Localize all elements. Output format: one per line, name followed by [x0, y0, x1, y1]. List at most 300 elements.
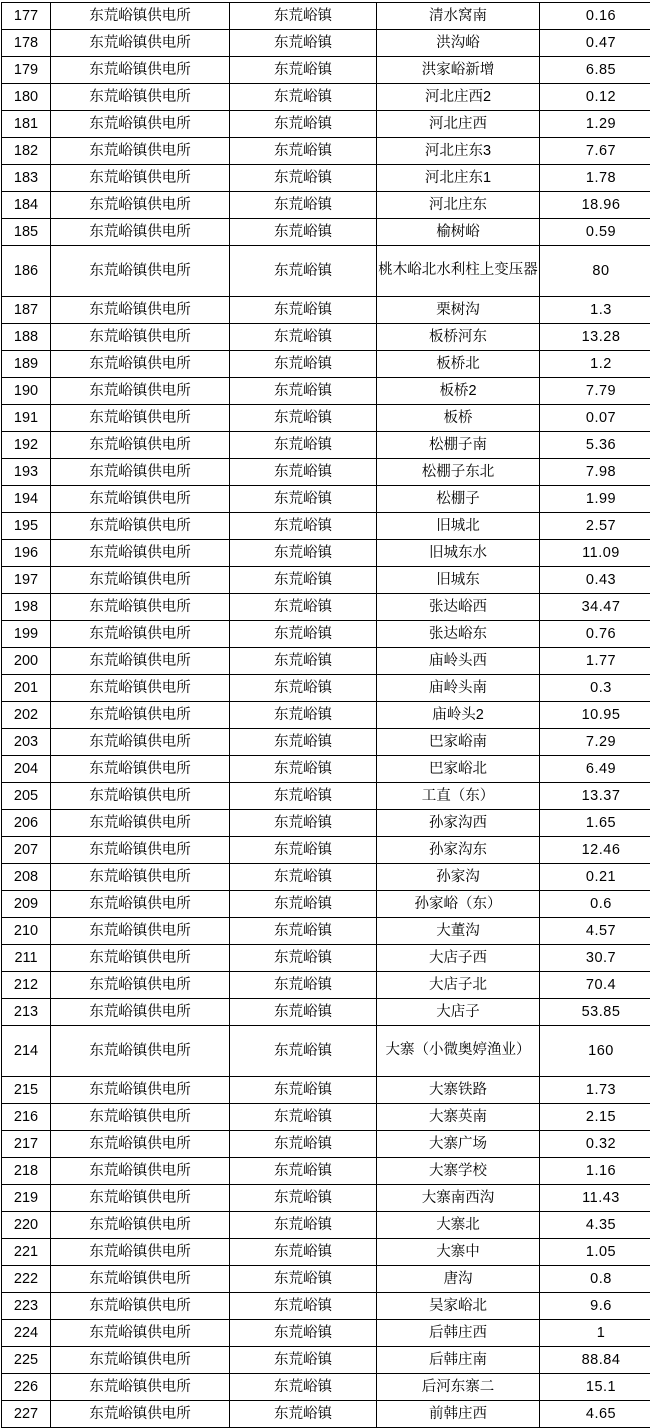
cell-station-name[interactable]: 大寨北: [377, 1212, 540, 1239]
cell-index[interactable]: 187: [2, 297, 51, 324]
cell-station-name[interactable]: 松棚子: [377, 486, 540, 513]
table-row[interactable]: [2, 1158, 650, 1185]
cell-organization[interactable]: 东荒峪镇供电所: [51, 1212, 230, 1239]
cell-station-name[interactable]: 工直（东）: [377, 783, 540, 810]
cell-value[interactable]: 1.77: [540, 648, 650, 675]
cell-station-name[interactable]: 张达峪东: [377, 621, 540, 648]
cell-town[interactable]: 东荒峪镇: [230, 1077, 377, 1104]
cell-station-name[interactable]: 板桥: [377, 405, 540, 432]
cell-index[interactable]: 194: [2, 486, 51, 513]
cell-organization[interactable]: 东荒峪镇供电所: [51, 810, 230, 837]
cell-index[interactable]: 226: [2, 1374, 51, 1401]
cell-index[interactable]: 186: [2, 246, 51, 297]
cell-value[interactable]: 1.05: [540, 1239, 650, 1266]
cell-index[interactable]: 212: [2, 972, 51, 999]
table-row[interactable]: [2, 1347, 650, 1374]
table-row[interactable]: [2, 1104, 650, 1131]
cell-index[interactable]: 191: [2, 405, 51, 432]
cell-index[interactable]: 179: [2, 57, 51, 84]
table-row[interactable]: [2, 891, 650, 918]
cell-organization[interactable]: 东荒峪镇供电所: [51, 111, 230, 138]
cell-index[interactable]: 197: [2, 567, 51, 594]
cell-index[interactable]: 201: [2, 675, 51, 702]
cell-index[interactable]: 181: [2, 111, 51, 138]
cell-station-name[interactable]: 大寨广场: [377, 1131, 540, 1158]
cell-index[interactable]: 190: [2, 378, 51, 405]
cell-index[interactable]: 217: [2, 1131, 51, 1158]
cell-organization[interactable]: 东荒峪镇供电所: [51, 351, 230, 378]
cell-index[interactable]: 199: [2, 621, 51, 648]
table-row[interactable]: [2, 756, 650, 783]
cell-station-name[interactable]: 巴家峪北: [377, 756, 540, 783]
table-row[interactable]: [2, 138, 650, 165]
cell-town[interactable]: 东荒峪镇: [230, 351, 377, 378]
cell-town[interactable]: 东荒峪镇: [230, 729, 377, 756]
cell-station-name[interactable]: 旧城东水: [377, 540, 540, 567]
table-row[interactable]: [2, 621, 650, 648]
cell-organization[interactable]: 东荒峪镇供电所: [51, 729, 230, 756]
cell-index[interactable]: 221: [2, 1239, 51, 1266]
table-row[interactable]: [2, 297, 650, 324]
cell-town[interactable]: 东荒峪镇: [230, 837, 377, 864]
table-row[interactable]: [2, 513, 650, 540]
cell-organization[interactable]: 东荒峪镇供电所: [51, 84, 230, 111]
cell-organization[interactable]: 东荒峪镇供电所: [51, 1185, 230, 1212]
cell-town[interactable]: 东荒峪镇: [230, 1320, 377, 1347]
cell-station-name[interactable]: 板桥北: [377, 351, 540, 378]
cell-station-name[interactable]: 庙岭头西: [377, 648, 540, 675]
cell-organization[interactable]: 东荒峪镇供电所: [51, 513, 230, 540]
cell-town[interactable]: 东荒峪镇: [230, 1293, 377, 1320]
cell-town[interactable]: 东荒峪镇: [230, 111, 377, 138]
cell-town[interactable]: 东荒峪镇: [230, 1239, 377, 1266]
cell-town[interactable]: 东荒峪镇: [230, 405, 377, 432]
cell-index[interactable]: 200: [2, 648, 51, 675]
cell-value[interactable]: 5.36: [540, 432, 650, 459]
cell-organization[interactable]: 东荒峪镇供电所: [51, 783, 230, 810]
cell-town[interactable]: 东荒峪镇: [230, 1401, 377, 1428]
table-row[interactable]: [2, 1239, 650, 1266]
cell-town[interactable]: 东荒峪镇: [230, 192, 377, 219]
cell-town[interactable]: 东荒峪镇: [230, 1158, 377, 1185]
cell-index[interactable]: 211: [2, 945, 51, 972]
cell-index[interactable]: 219: [2, 1185, 51, 1212]
cell-station-name[interactable]: 河北庄西2: [377, 84, 540, 111]
cell-station-name[interactable]: 板桥河东: [377, 324, 540, 351]
cell-value[interactable]: 13.28: [540, 324, 650, 351]
cell-index[interactable]: 202: [2, 702, 51, 729]
cell-index[interactable]: 195: [2, 513, 51, 540]
cell-index[interactable]: 225: [2, 1347, 51, 1374]
cell-station-name[interactable]: 孙家沟西: [377, 810, 540, 837]
cell-index[interactable]: 198: [2, 594, 51, 621]
table-row[interactable]: [2, 675, 650, 702]
cell-index[interactable]: 192: [2, 432, 51, 459]
cell-value[interactable]: 18.96: [540, 192, 650, 219]
cell-value[interactable]: 4.35: [540, 1212, 650, 1239]
cell-value[interactable]: 1.3: [540, 297, 650, 324]
cell-station-name[interactable]: 旧城北: [377, 513, 540, 540]
cell-town[interactable]: 东荒峪镇: [230, 297, 377, 324]
cell-organization[interactable]: 东荒峪镇供电所: [51, 405, 230, 432]
cell-town[interactable]: 东荒峪镇: [230, 783, 377, 810]
cell-organization[interactable]: 东荒峪镇供电所: [51, 1077, 230, 1104]
table-row[interactable]: [2, 999, 650, 1026]
cell-organization[interactable]: 东荒峪镇供电所: [51, 837, 230, 864]
cell-town[interactable]: 东荒峪镇: [230, 30, 377, 57]
cell-value[interactable]: 1.65: [540, 810, 650, 837]
table-row[interactable]: [2, 1320, 650, 1347]
cell-value[interactable]: 6.49: [540, 756, 650, 783]
cell-town[interactable]: 东荒峪镇: [230, 84, 377, 111]
cell-value[interactable]: 0.32: [540, 1131, 650, 1158]
cell-station-name[interactable]: 洪家峪新增: [377, 57, 540, 84]
cell-town[interactable]: 东荒峪镇: [230, 1266, 377, 1293]
cell-value[interactable]: 11.43: [540, 1185, 650, 1212]
cell-organization[interactable]: 东荒峪镇供电所: [51, 540, 230, 567]
cell-index[interactable]: 180: [2, 84, 51, 111]
cell-organization[interactable]: 东荒峪镇供电所: [51, 1026, 230, 1077]
cell-town[interactable]: 东荒峪镇: [230, 540, 377, 567]
table-row[interactable]: [2, 84, 650, 111]
cell-value[interactable]: 0.07: [540, 405, 650, 432]
table-row[interactable]: [2, 864, 650, 891]
table-row[interactable]: [2, 459, 650, 486]
cell-index[interactable]: 178: [2, 30, 51, 57]
cell-value[interactable]: 0.16: [540, 3, 650, 30]
cell-value[interactable]: 10.95: [540, 702, 650, 729]
cell-value[interactable]: 7.79: [540, 378, 650, 405]
cell-index[interactable]: 203: [2, 729, 51, 756]
table-row[interactable]: [2, 972, 650, 999]
cell-index[interactable]: 205: [2, 783, 51, 810]
cell-index[interactable]: 177: [2, 3, 51, 30]
cell-town[interactable]: 东荒峪镇: [230, 999, 377, 1026]
cell-index[interactable]: 214: [2, 1026, 51, 1077]
cell-index[interactable]: 189: [2, 351, 51, 378]
cell-value[interactable]: 11.09: [540, 540, 650, 567]
cell-station-name[interactable]: 松棚子东北: [377, 459, 540, 486]
cell-index[interactable]: 208: [2, 864, 51, 891]
cell-organization[interactable]: 东荒峪镇供电所: [51, 57, 230, 84]
cell-town[interactable]: 东荒峪镇: [230, 756, 377, 783]
table-row[interactable]: [2, 918, 650, 945]
cell-value[interactable]: 4.65: [540, 1401, 650, 1428]
cell-station-name[interactable]: 河北庄东1: [377, 165, 540, 192]
cell-organization[interactable]: 东荒峪镇供电所: [51, 1293, 230, 1320]
cell-town[interactable]: 东荒峪镇: [230, 324, 377, 351]
cell-town[interactable]: 东荒峪镇: [230, 594, 377, 621]
cell-value[interactable]: 7.67: [540, 138, 650, 165]
cell-value[interactable]: 0.43: [540, 567, 650, 594]
cell-town[interactable]: 东荒峪镇: [230, 945, 377, 972]
cell-value[interactable]: 0.6: [540, 891, 650, 918]
cell-value[interactable]: 160: [540, 1026, 650, 1077]
cell-index[interactable]: 223: [2, 1293, 51, 1320]
cell-index[interactable]: 213: [2, 999, 51, 1026]
cell-value[interactable]: 7.98: [540, 459, 650, 486]
cell-town[interactable]: 东荒峪镇: [230, 810, 377, 837]
cell-organization[interactable]: 东荒峪镇供电所: [51, 324, 230, 351]
cell-station-name[interactable]: 吴家峪北: [377, 1293, 540, 1320]
cell-organization[interactable]: 东荒峪镇供电所: [51, 594, 230, 621]
cell-organization[interactable]: 东荒峪镇供电所: [51, 1374, 230, 1401]
cell-town[interactable]: 东荒峪镇: [230, 1104, 377, 1131]
cell-town[interactable]: 东荒峪镇: [230, 459, 377, 486]
cell-town[interactable]: 东荒峪镇: [230, 702, 377, 729]
cell-index[interactable]: 209: [2, 891, 51, 918]
cell-value[interactable]: 2.15: [540, 1104, 650, 1131]
cell-organization[interactable]: 东荒峪镇供电所: [51, 297, 230, 324]
cell-value[interactable]: 0.3: [540, 675, 650, 702]
cell-organization[interactable]: 东荒峪镇供电所: [51, 192, 230, 219]
cell-station-name[interactable]: 大店子北: [377, 972, 540, 999]
cell-value[interactable]: 13.37: [540, 783, 650, 810]
cell-station-name[interactable]: 后韩庄南: [377, 1347, 540, 1374]
cell-value[interactable]: 53.85: [540, 999, 650, 1026]
cell-organization[interactable]: 东荒峪镇供电所: [51, 1239, 230, 1266]
cell-value[interactable]: 88.84: [540, 1347, 650, 1374]
table-row[interactable]: [2, 57, 650, 84]
table-row[interactable]: [2, 540, 650, 567]
cell-value[interactable]: 0.12: [540, 84, 650, 111]
cell-station-name[interactable]: 庙岭头2: [377, 702, 540, 729]
cell-town[interactable]: 东荒峪镇: [230, 1026, 377, 1077]
cell-value[interactable]: 2.57: [540, 513, 650, 540]
cell-organization[interactable]: 东荒峪镇供电所: [51, 1347, 230, 1374]
cell-value[interactable]: 0.76: [540, 621, 650, 648]
cell-town[interactable]: 东荒峪镇: [230, 891, 377, 918]
table-row[interactable]: [2, 702, 650, 729]
cell-organization[interactable]: 东荒峪镇供电所: [51, 165, 230, 192]
cell-town[interactable]: 东荒峪镇: [230, 648, 377, 675]
table-row[interactable]: [2, 945, 650, 972]
cell-value[interactable]: 0.47: [540, 30, 650, 57]
cell-station-name[interactable]: 河北庄东: [377, 192, 540, 219]
cell-value[interactable]: 4.57: [540, 918, 650, 945]
table-row[interactable]: [2, 3, 650, 30]
table-row[interactable]: [2, 1185, 650, 1212]
cell-station-name[interactable]: 大寨（小微奥婷渔业）: [377, 1026, 540, 1077]
cell-value[interactable]: 70.4: [540, 972, 650, 999]
cell-value[interactable]: 6.85: [540, 57, 650, 84]
cell-index[interactable]: 182: [2, 138, 51, 165]
cell-station-name[interactable]: 大寨学校: [377, 1158, 540, 1185]
cell-town[interactable]: 东荒峪镇: [230, 621, 377, 648]
table-row[interactable]: [2, 567, 650, 594]
cell-town[interactable]: 东荒峪镇: [230, 3, 377, 30]
cell-organization[interactable]: 东荒峪镇供电所: [51, 567, 230, 594]
cell-town[interactable]: 东荒峪镇: [230, 1347, 377, 1374]
cell-value[interactable]: 1: [540, 1320, 650, 1347]
cell-town[interactable]: 东荒峪镇: [230, 57, 377, 84]
table-row[interactable]: [2, 594, 650, 621]
table-row[interactable]: [2, 1026, 650, 1077]
cell-organization[interactable]: 东荒峪镇供电所: [51, 756, 230, 783]
table-row[interactable]: [2, 729, 650, 756]
table-row[interactable]: [2, 648, 650, 675]
cell-station-name[interactable]: 大寨英南: [377, 1104, 540, 1131]
cell-index[interactable]: 188: [2, 324, 51, 351]
table-row[interactable]: [2, 192, 650, 219]
cell-organization[interactable]: 东荒峪镇供电所: [51, 702, 230, 729]
cell-index[interactable]: 185: [2, 219, 51, 246]
cell-station-name[interactable]: 大店子: [377, 999, 540, 1026]
cell-organization[interactable]: 东荒峪镇供电所: [51, 675, 230, 702]
cell-station-name[interactable]: 旧城东: [377, 567, 540, 594]
cell-value[interactable]: 1.99: [540, 486, 650, 513]
table-row[interactable]: [2, 486, 650, 513]
cell-town[interactable]: 东荒峪镇: [230, 972, 377, 999]
table-row[interactable]: [2, 219, 650, 246]
cell-value[interactable]: 9.6: [540, 1293, 650, 1320]
cell-organization[interactable]: 东荒峪镇供电所: [51, 999, 230, 1026]
table-row[interactable]: [2, 1077, 650, 1104]
cell-value[interactable]: 15.1: [540, 1374, 650, 1401]
cell-station-name[interactable]: 巴家峪南: [377, 729, 540, 756]
table-row[interactable]: [2, 1212, 650, 1239]
cell-organization[interactable]: 东荒峪镇供电所: [51, 1401, 230, 1428]
cell-town[interactable]: 东荒峪镇: [230, 918, 377, 945]
cell-station-name[interactable]: 河北庄西: [377, 111, 540, 138]
table-row[interactable]: [2, 405, 650, 432]
table-row[interactable]: [2, 837, 650, 864]
table-row[interactable]: [2, 783, 650, 810]
cell-station-name[interactable]: 大寨中: [377, 1239, 540, 1266]
cell-value[interactable]: 1.73: [540, 1077, 650, 1104]
cell-town[interactable]: 东荒峪镇: [230, 513, 377, 540]
cell-station-name[interactable]: 孙家沟: [377, 864, 540, 891]
cell-station-name[interactable]: 大店子西: [377, 945, 540, 972]
cell-station-name[interactable]: 后韩庄西: [377, 1320, 540, 1347]
cell-station-name[interactable]: 孙家沟东: [377, 837, 540, 864]
cell-station-name[interactable]: 大寨铁路: [377, 1077, 540, 1104]
cell-town[interactable]: 东荒峪镇: [230, 219, 377, 246]
cell-station-name[interactable]: 孙家峪（东）: [377, 891, 540, 918]
cell-station-name[interactable]: 栗树沟: [377, 297, 540, 324]
cell-organization[interactable]: 东荒峪镇供电所: [51, 648, 230, 675]
cell-index[interactable]: 183: [2, 165, 51, 192]
cell-organization[interactable]: 东荒峪镇供电所: [51, 246, 230, 297]
cell-organization[interactable]: 东荒峪镇供电所: [51, 972, 230, 999]
table-row[interactable]: [2, 1374, 650, 1401]
cell-value[interactable]: 0.8: [540, 1266, 650, 1293]
cell-index[interactable]: 222: [2, 1266, 51, 1293]
table-row[interactable]: [2, 324, 650, 351]
cell-index[interactable]: 210: [2, 918, 51, 945]
cell-organization[interactable]: 东荒峪镇供电所: [51, 1158, 230, 1185]
cell-organization[interactable]: 东荒峪镇供电所: [51, 378, 230, 405]
cell-town[interactable]: 东荒峪镇: [230, 486, 377, 513]
table-row[interactable]: [2, 1293, 650, 1320]
cell-town[interactable]: 东荒峪镇: [230, 165, 377, 192]
cell-value[interactable]: 1.29: [540, 111, 650, 138]
cell-organization[interactable]: 东荒峪镇供电所: [51, 1266, 230, 1293]
cell-index[interactable]: 227: [2, 1401, 51, 1428]
cell-index[interactable]: 224: [2, 1320, 51, 1347]
cell-organization[interactable]: 东荒峪镇供电所: [51, 621, 230, 648]
cell-value[interactable]: 7.29: [540, 729, 650, 756]
cell-station-name[interactable]: 板桥2: [377, 378, 540, 405]
cell-organization[interactable]: 东荒峪镇供电所: [51, 486, 230, 513]
cell-town[interactable]: 东荒峪镇: [230, 864, 377, 891]
cell-value[interactable]: 0.59: [540, 219, 650, 246]
table-row[interactable]: [2, 165, 650, 192]
cell-value[interactable]: 1.2: [540, 351, 650, 378]
cell-station-name[interactable]: 榆树峪: [377, 219, 540, 246]
cell-town[interactable]: 东荒峪镇: [230, 1374, 377, 1401]
cell-organization[interactable]: 东荒峪镇供电所: [51, 945, 230, 972]
cell-station-name[interactable]: 大董沟: [377, 918, 540, 945]
cell-value[interactable]: 1.16: [540, 1158, 650, 1185]
table-row[interactable]: [2, 1131, 650, 1158]
cell-value[interactable]: 1.78: [540, 165, 650, 192]
table-row[interactable]: [2, 1266, 650, 1293]
cell-organization[interactable]: 东荒峪镇供电所: [51, 1131, 230, 1158]
cell-town[interactable]: 东荒峪镇: [230, 1131, 377, 1158]
cell-town[interactable]: 东荒峪镇: [230, 675, 377, 702]
table-row[interactable]: [2, 810, 650, 837]
cell-station-name[interactable]: 前韩庄西: [377, 1401, 540, 1428]
cell-organization[interactable]: 东荒峪镇供电所: [51, 30, 230, 57]
cell-value[interactable]: 80: [540, 246, 650, 297]
cell-index[interactable]: 204: [2, 756, 51, 783]
cell-station-name[interactable]: 洪沟峪: [377, 30, 540, 57]
cell-organization[interactable]: 东荒峪镇供电所: [51, 219, 230, 246]
cell-organization[interactable]: 东荒峪镇供电所: [51, 459, 230, 486]
cell-station-name[interactable]: 松棚子南: [377, 432, 540, 459]
cell-town[interactable]: 东荒峪镇: [230, 138, 377, 165]
cell-index[interactable]: 206: [2, 810, 51, 837]
cell-station-name[interactable]: 河北庄东3: [377, 138, 540, 165]
cell-index[interactable]: 184: [2, 192, 51, 219]
cell-town[interactable]: 东荒峪镇: [230, 567, 377, 594]
cell-station-name[interactable]: 大寨南西沟: [377, 1185, 540, 1212]
table-row[interactable]: [2, 378, 650, 405]
cell-town[interactable]: 东荒峪镇: [230, 432, 377, 459]
cell-organization[interactable]: 东荒峪镇供电所: [51, 1320, 230, 1347]
cell-organization[interactable]: 东荒峪镇供电所: [51, 864, 230, 891]
table-row[interactable]: [2, 1401, 650, 1428]
cell-organization[interactable]: 东荒峪镇供电所: [51, 432, 230, 459]
cell-organization[interactable]: 东荒峪镇供电所: [51, 138, 230, 165]
cell-value[interactable]: 30.7: [540, 945, 650, 972]
table-row[interactable]: [2, 246, 650, 297]
cell-organization[interactable]: 东荒峪镇供电所: [51, 918, 230, 945]
table-row[interactable]: [2, 30, 650, 57]
table-row[interactable]: [2, 432, 650, 459]
cell-town[interactable]: 东荒峪镇: [230, 378, 377, 405]
cell-station-name[interactable]: 后河东寨二: [377, 1374, 540, 1401]
cell-organization[interactable]: 东荒峪镇供电所: [51, 3, 230, 30]
cell-index[interactable]: 215: [2, 1077, 51, 1104]
table-row[interactable]: [2, 111, 650, 138]
cell-value[interactable]: 34.47: [540, 594, 650, 621]
cell-station-name[interactable]: 张达峪西: [377, 594, 540, 621]
cell-value[interactable]: 0.21: [540, 864, 650, 891]
cell-index[interactable]: 193: [2, 459, 51, 486]
cell-value[interactable]: 12.46: [540, 837, 650, 864]
cell-organization[interactable]: 东荒峪镇供电所: [51, 891, 230, 918]
cell-town[interactable]: 东荒峪镇: [230, 246, 377, 297]
cell-organization[interactable]: 东荒峪镇供电所: [51, 1104, 230, 1131]
cell-index[interactable]: 216: [2, 1104, 51, 1131]
cell-index[interactable]: 196: [2, 540, 51, 567]
cell-town[interactable]: 东荒峪镇: [230, 1185, 377, 1212]
cell-index[interactable]: 220: [2, 1212, 51, 1239]
cell-station-name[interactable]: 清水窝南: [377, 3, 540, 30]
cell-index[interactable]: 218: [2, 1158, 51, 1185]
